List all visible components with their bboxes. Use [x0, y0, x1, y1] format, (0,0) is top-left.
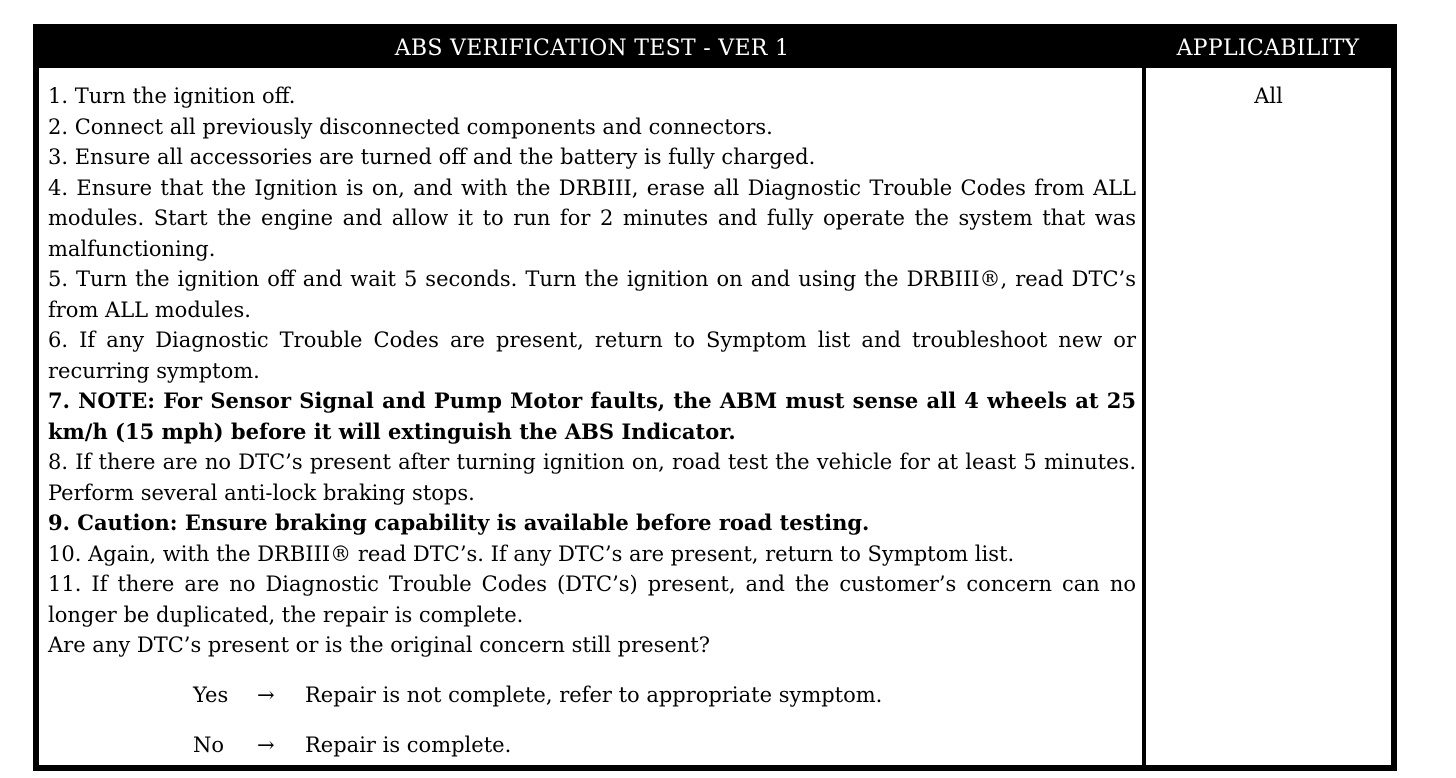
answer-no-label: No	[193, 733, 225, 757]
answer-yes-text: Repair is not complete, refer to appropriate symptom.	[305, 683, 883, 707]
step-4: 4. Ensure that the Ignition is on, and with the DRBIII, erase all Diagnostic Trouble Codes from ALL modules. Start the engine and allow it to run for 2 minutes and fully operate the system that was malfunctioning.	[48, 175, 1136, 261]
step-1: 1. Turn the ignition off.	[48, 84, 296, 108]
step-8: 8. If there are no DTC’s present after turning ignition on, road test the vehicle for at least 5 minutes. Perform several anti-lock braking stops.	[48, 450, 1136, 505]
applicability-header: APPLICABILITY	[1176, 36, 1360, 61]
answer-yes-row	[39, 680, 1129, 710]
step-5: 5. Turn the ignition off and wait 5 seconds. Turn the ignition on and using the DRBIII®, read DTC’s from ALL modules.	[48, 267, 1136, 322]
column-divider	[1142, 68, 1146, 771]
answer-yes-label: Yes	[193, 683, 229, 707]
step-2: 2. Connect all previously disconnected components and connectors.	[48, 114, 773, 139]
step-7-note: 7. NOTE: For Sensor Signal and Pump Motor faults, the ABM must sense all 4 wheels at 25 km/h (15 mph) before it will extinguish the ABS Indicator.	[48, 388, 1136, 444]
question-text: Are any DTC’s present or is the original concern still present?	[48, 633, 711, 657]
answer-no-row	[39, 730, 1129, 760]
test-procedure	[48, 81, 1136, 661]
step-11: 11. If there are no Diagnostic Trouble Codes (DTC’s) present, and the customer’s concern can no longer be duplicated, the repair is complete.	[48, 572, 1136, 627]
applicability-value: All	[1254, 84, 1283, 108]
step-10: 10. Again, with the DRBIII® read DTC’s. If any DTC’s are present, return to Symptom list.	[48, 541, 1015, 566]
table-title: ABS VERIFICATION TEST - VER 1	[394, 36, 790, 61]
answer-no-text: Repair is complete.	[305, 733, 512, 757]
step-3: 3. Ensure all accessories are turned off and the battery is fully charged.	[48, 145, 816, 169]
step-9-caution: 9. Caution: Ensure braking capability is available before road testing.	[48, 510, 870, 535]
step-6: 6. If any Diagnostic Trouble Codes are present, return to Symptom list and troubleshoot new or recurring symptom.	[48, 328, 1136, 383]
right-arrow-icon: →	[257, 683, 275, 707]
table-header	[39, 30, 1391, 68]
right-arrow-icon: →	[257, 733, 275, 757]
verification-test-table	[33, 24, 1397, 771]
